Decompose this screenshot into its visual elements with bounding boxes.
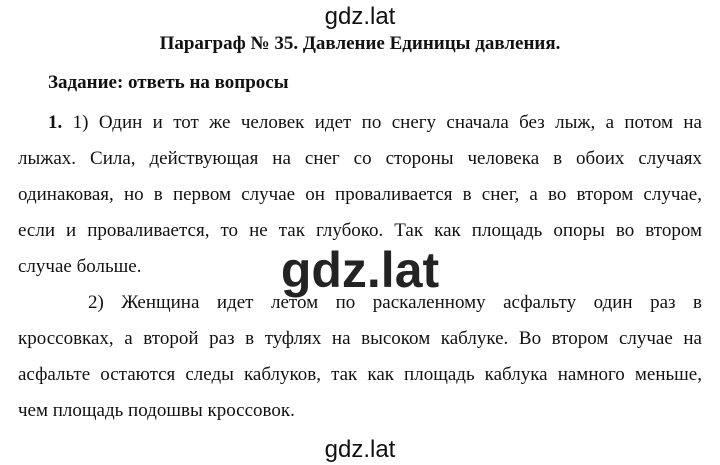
watermark-bottom: gdz.lat <box>324 436 396 463</box>
answer-1-line: одинаковая, но в первом случае он проваливается в снег, а во втором случае, <box>18 184 702 205</box>
answer-1-line-text: 1) Один и тот же человек идет по снегу сначала без лыж, а потом на <box>62 112 702 133</box>
task-label: Задание: ответь на вопросы <box>48 72 289 93</box>
answer-2-line-text: 2) Женщина идет летом по раскаленному асфальту один раз в <box>88 292 702 313</box>
watermark-top: gdz.lat <box>324 3 396 30</box>
page-title: Параграф № 35. Давление Единицы давления. <box>159 33 561 54</box>
answer-1-line <box>18 105 702 141</box>
answer-1-paragraph <box>18 105 702 285</box>
answer-1-line: если и проваливается, то не так глубоко. Так как площадь опоры во втором <box>18 220 702 241</box>
answer-2-line <box>18 285 702 321</box>
answer-2-line: кроссовках, а второй раз в туфлях на высоком каблуке. Во втором случае на <box>18 328 702 349</box>
answer-2-line: чем площадь подошвы кроссовок. <box>18 400 295 421</box>
answer-1-number: 1. <box>48 112 63 133</box>
answer-2-paragraph <box>18 285 702 429</box>
answer-1-line: лыжах. Сила, действующая на снег со стороны человека в обоих случаях <box>18 148 702 169</box>
watermark-middle: gdz.lat <box>280 242 440 298</box>
answer-1-line: случае больше. <box>18 256 142 277</box>
answer-2-line: асфальте остаются следы каблуков, так как площадь каблука намного меньше, <box>18 364 702 385</box>
